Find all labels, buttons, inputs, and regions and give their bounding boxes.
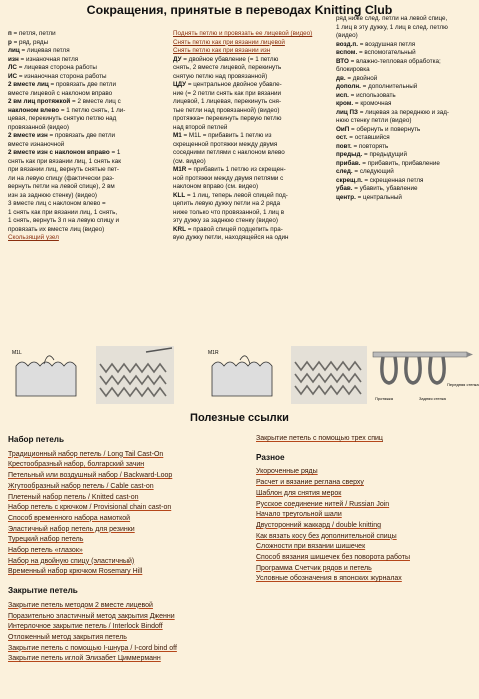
link-item[interactable]: Закрытие петель с помощью I-шнура / I-cord bind off [8, 644, 177, 652]
abbrev-line[interactable]: Поднять петлю и провязать ее лицевой (видео) [173, 30, 313, 37]
link-item[interactable]: Плетеный набор петель / Knitted cast-on [8, 493, 139, 501]
abbrev-line: ЦДУ = центральное двойное убавле- [173, 81, 282, 88]
m1r-label: M1R [208, 350, 219, 356]
link-item[interactable]: Турецкий набор петель [8, 536, 84, 544]
abbrev-line: исп. = использовать [336, 91, 396, 99]
link-item[interactable]: Жгутообразный набор петель / Cable cast-on [8, 482, 154, 490]
abbrev-line: повт. = повторять [336, 142, 389, 150]
abbrev-line[interactable]: Скользящий узел [8, 234, 59, 241]
abbrev-line: ВТО = влажно-тепловая обработка; [336, 57, 441, 65]
link-item[interactable]: Шаблон для снятия мерок [256, 489, 342, 497]
front-leg-label: Передняя стенка [447, 382, 479, 387]
abbrev-line: наклоном влево = 1 петлю снять, 1 ли- [8, 106, 126, 114]
abbrev-line: возд.п. = воздушная петля [336, 40, 416, 48]
link-item[interactable]: Способ временного набора намоткой [8, 514, 131, 522]
abbrev-line: вспом. = вспомогательный [336, 49, 416, 56]
abbrev-line: M1R = прибавить 1 петлю из скрещен- [173, 166, 286, 173]
abbrev-line: KLL = 1 лиц, теперь левой спицей под- [173, 191, 288, 199]
abbrev-line[interactable]: Снять петлю как при вязании изн [173, 47, 271, 54]
link-item[interactable]: Крестообразный набор, болгарский зачин [8, 461, 145, 469]
abbrev-line: вместе лицевой с наклоном вправо [8, 89, 113, 97]
link-item[interactable]: Закрытие петель иглой Элизабет Циммерманн [8, 655, 161, 663]
abbrev-line: (см. видео) [173, 157, 206, 165]
abbrev-line: убав. = убавить, убавление [336, 185, 418, 192]
link-item[interactable]: Отложенный метод закрытия петель [8, 633, 127, 641]
link-item[interactable]: Поразительно эластичный метод закрытия Дженни [8, 612, 175, 620]
abbrev-line: лиц = лицевая петля [8, 47, 70, 54]
abbrev-line: провязанной (видео) [8, 123, 69, 131]
link-item[interactable]: Программа Счетчик рядов и петель [256, 564, 372, 572]
link-item[interactable]: Двусторонний жаккард / double knitting [256, 521, 382, 529]
m1l-diagram [8, 346, 90, 404]
abbrev-line: предыд. = предыдущий [336, 151, 407, 158]
abbrev-line: дв. = двойной [336, 74, 378, 82]
stitch-front-back-diagram [371, 346, 479, 404]
abbrev-line: ИС = изнаночная сторона работы [8, 72, 107, 80]
abbrev-line: снятую петлю над провязанной) [173, 72, 268, 80]
abbrev-line: снять как при вязании лиц, 1 снять как [8, 157, 122, 165]
abbrev-line: р = ряд, ряды [8, 38, 49, 46]
three-needle-bind-off-link[interactable]: Закрытие петель с помощью трех спиц [256, 435, 383, 442]
link-item[interactable]: Как вязать косу без дополнительной спицы [256, 532, 397, 540]
abbrev-line: прибав. = прибавить, прибавление [336, 159, 440, 167]
abbrev-line: ОиП = обернуть и повернуть [336, 125, 421, 133]
page-title: Сокращения, принятые в переводах Knitting Club [86, 3, 393, 17]
abbrev-line[interactable]: Снять петлю как при вязании лицевой [173, 38, 285, 46]
link-item[interactable]: Русское соединение нитей / Russian Join [256, 500, 390, 508]
abbrev-line: 2 вместе изн с наклоном вправо = 1 [8, 149, 121, 156]
link-item[interactable]: Сложности при вязании шишечек [256, 543, 366, 551]
link-item[interactable]: Способ вязания шишечек без поворота работы [256, 554, 410, 562]
abbrev-line: центр. = центральный [336, 193, 402, 201]
abbrev-line: ние (= 2 петли снять как при вязании [173, 89, 282, 97]
abbrev-line: 1 снять, вернуть 3 п на левую спицу и [8, 217, 120, 224]
abbrev-line: над второй петлей [173, 123, 228, 131]
abbrev-line: 2 вм лиц протяжкой = 2 вместе лиц с [8, 98, 121, 105]
link-item[interactable]: Набор на двойную спицу (эластичный) [8, 557, 135, 565]
link-item[interactable]: Закрытие петель методом 2 вместе лицевой [8, 601, 153, 609]
kll-knitting-photo [291, 346, 367, 404]
link-item[interactable]: Набор петель с крючком / Provisional chain cast-on [8, 504, 172, 512]
abbrev-line: цепить левую дужку петли на 2 ряда [173, 200, 281, 207]
m1r-diagram [204, 346, 286, 404]
links-left-column [8, 432, 236, 665]
abbrev-line: лицевой, 1 лицевая, перекинуть сня- [173, 98, 282, 105]
abbrev-column-1 [8, 30, 158, 243]
abbrev-line: блокировка [336, 66, 370, 73]
abbrev-line: наклоном вправо (см. видео) [173, 183, 259, 190]
link-item[interactable]: Петельный или воздушный набор / Backward-Loop [8, 472, 173, 480]
abbrev-line: кром. = кромочная [336, 100, 392, 107]
abbrev-line: протяжка= перекинуть первую петлю [173, 115, 282, 122]
abbrev-line: ниже только что провязанной, 1 лиц в [173, 208, 285, 216]
m1r-knitting-photo [96, 346, 174, 404]
m1l-label: M1L [12, 350, 22, 356]
abbrev-line: ДУ = двойное убавление (= 1 петлю [173, 55, 279, 63]
bind-off-heading: Закрытие петель [8, 586, 78, 596]
purl-bar-label: Протяжка [375, 396, 393, 401]
link-item[interactable]: Расчет и вязание реглана сверху [256, 479, 364, 487]
link-item[interactable]: Традиционный набор петель / Long Tail Cast-On [8, 450, 164, 458]
abbrev-line: 2 вместе лиц = провязать две петли [8, 81, 116, 88]
link-item[interactable]: Набор петель «глазок» [8, 547, 83, 555]
abbrev-line: ной протяжки между двумя петлями с [173, 174, 284, 182]
abbrev-line: 1 лиц в эту дужку, 1 лиц в след. петлю [336, 23, 448, 31]
abbrev-line: ли на левую спицу (фактически раз- [8, 174, 115, 182]
links-right-column [256, 432, 476, 585]
abbrev-line: соседними петлями с наклоном влево [173, 149, 285, 156]
misc-heading: Разное [256, 452, 285, 462]
abbrev-line: лиц ПЗ = лицевая за переднюю и зад- [336, 108, 449, 116]
link-item[interactable]: Эластичный набор петель для резинки [8, 525, 135, 533]
abbrev-line: след. = следующий [336, 168, 394, 175]
abbrev-line: (видео) [336, 32, 358, 39]
abbrev-line: вую дужку петли, находящейся на один [173, 234, 289, 241]
abbrev-line: вернуть петли на левой спице), 2 вм [8, 183, 115, 190]
abbrev-line: снять, 2 вместе лицевой, перекинуть [173, 64, 282, 71]
abbrev-line: ост. = оставшийся [336, 134, 390, 141]
abbrev-line: п = петля, петли [8, 30, 56, 37]
cast-on-heading: Набор петель [8, 435, 64, 444]
abbrev-line: KRL = правой спицей подцепить пра- [173, 225, 283, 233]
abbrev-line: эту дужку за заднюю стенку (видео) [173, 217, 279, 224]
abbrev-line: 2 вместе изн = провязать две петли [8, 132, 116, 139]
link-item[interactable]: Временный набор крючком Rosemary Hill [8, 568, 143, 576]
link-item[interactable]: Укороченные ряды [256, 468, 318, 476]
useful-links-title: Полезные ссылки [190, 412, 289, 424]
abbrev-column-3 [336, 15, 476, 202]
abbrev-line: скрещ.п. = скрещенная петля [336, 176, 424, 184]
abbrev-column-2 [173, 30, 326, 243]
link-item[interactable]: Условные обозначения в японских журналах [256, 575, 402, 583]
abbrev-line: нюю стенку петли (видео) [336, 117, 412, 124]
back-leg-label: Задняя стенка [419, 396, 446, 401]
abbrev-line: дополн. = дополнительный [336, 83, 418, 90]
link-item[interactable]: Интерлочное закрытие петель / Interlock Bindoff [8, 623, 163, 631]
abbrev-line: 3 вместе лиц с наклоном влево = [8, 200, 106, 207]
abbrev-line: изн = изнаночная петля [8, 55, 79, 63]
abbrev-line: провязать их вместе лиц (видео) [8, 225, 105, 233]
abbrev-line: ряд ниже след. петли на левой спице, [336, 15, 448, 22]
link-item[interactable]: Начало треугольной шали [256, 511, 342, 519]
abbrev-line: M1 = M1L = прибавить 1 петлю из [173, 132, 272, 139]
abbrev-line: цевая, перекинуть снятую петлю над [8, 115, 117, 122]
abbrev-line: тые петли над провязанной) (видео) [173, 106, 280, 114]
abbrev-line: ЛС = лицевая сторона работы [8, 64, 97, 71]
abbrev-line: вместе изнаночной [8, 140, 65, 148]
abbrev-line: при вязании лиц, вернуть снятые пет- [8, 166, 120, 173]
abbrev-line: 1 снять как при вязании лиц, 1 снять, [8, 208, 118, 216]
abbrev-line: изн за заднюю стенку) (видео) [8, 191, 98, 199]
abbrev-line: скрещенной протяжки между двумя [173, 140, 278, 148]
stitch-illustrations [8, 346, 479, 404]
